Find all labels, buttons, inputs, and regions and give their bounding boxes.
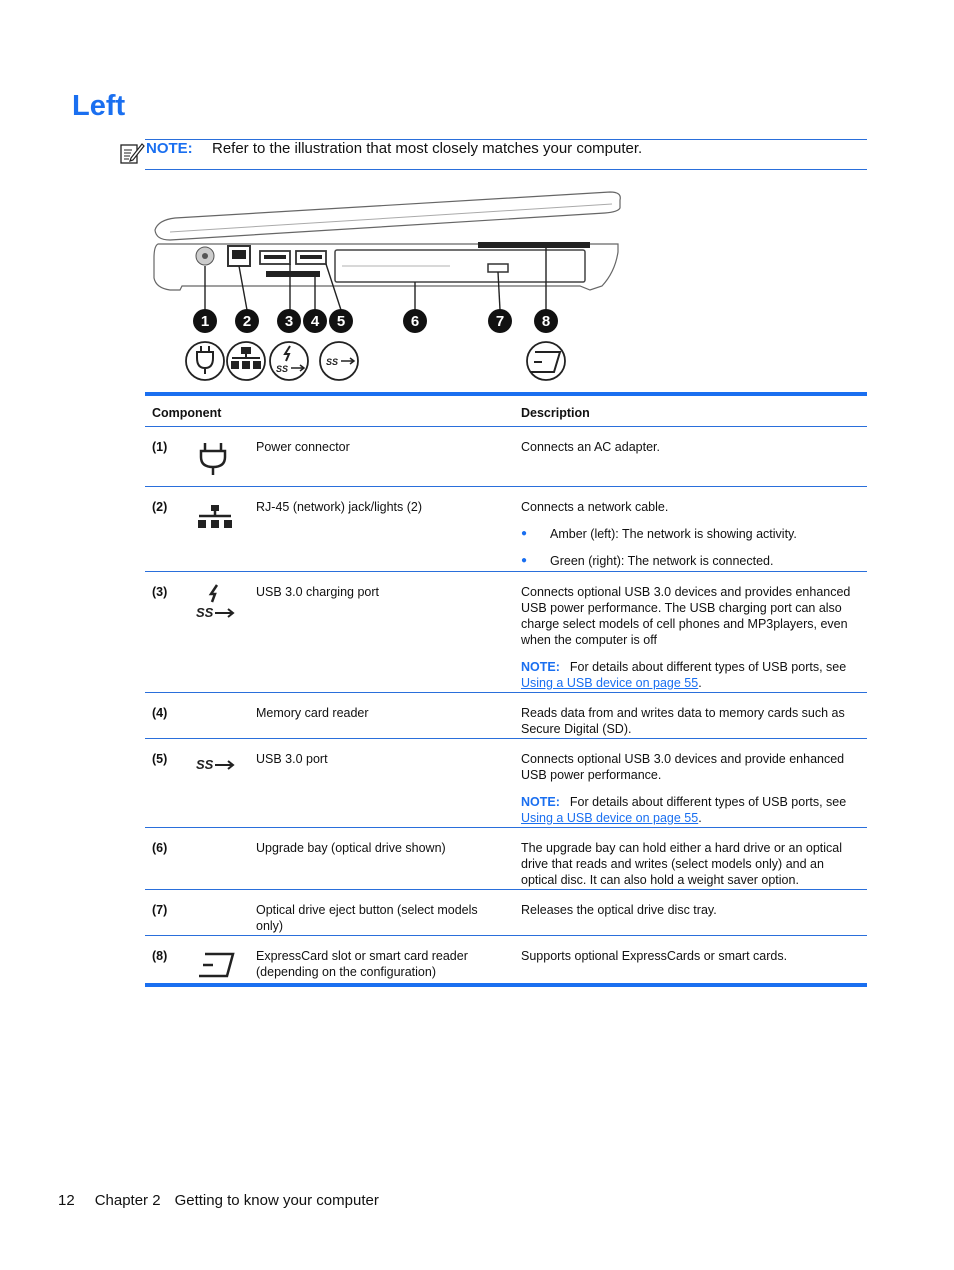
bullet-item: ● Green (right): The network is connected.: [521, 553, 863, 569]
description-text: Connects an AC adapter.: [521, 440, 660, 454]
callout-1: 1: [200, 313, 210, 330]
description-note: [521, 659, 863, 691]
table-row: [145, 739, 867, 827]
note-text: For details about different types of USB ports, see: [569, 660, 847, 674]
note-end: .: [698, 811, 702, 825]
page-number: 12: [58, 1192, 75, 1209]
usb-device-link[interactable]: Using a USB device on page 55: [521, 676, 699, 690]
table-row: [145, 890, 867, 935]
description-text: Releases the optical drive disc tray.: [521, 903, 717, 917]
note-label: NOTE:: [521, 660, 560, 674]
usb-ss-icon: [193, 747, 237, 791]
description-text: Connects optional USB 3.0 devices and provides enhanced USB power performance. The USB charging port can also charge select models of cell phones and MP3players, even when the computer is off: [521, 585, 851, 647]
component-name: Memory card reader: [256, 706, 369, 720]
component-name: Upgrade bay (optical drive shown): [256, 841, 446, 855]
row-number: (3): [152, 585, 168, 599]
description-text: Connects a network cable.: [521, 500, 669, 514]
table-row: [145, 572, 867, 692]
table-header: [145, 396, 867, 426]
row-number: (7): [152, 903, 168, 917]
description-text: The upgrade bay can hold either a hard drive or an optical drive that reads and writes (select models only) and an optical disc. It can also hold a weight saver option.: [521, 841, 843, 887]
page-title: Left: [72, 90, 126, 122]
row-number: (2): [152, 500, 168, 514]
svg-text:SS: SS: [196, 605, 214, 620]
component-name: Power connector: [256, 440, 350, 454]
header-description: Description: [521, 406, 590, 420]
row-number: (1): [152, 440, 168, 454]
table-row: [145, 828, 867, 889]
usb-device-link[interactable]: Using a USB device on page 55: [521, 811, 699, 825]
laptop-left-side-illustration: [150, 182, 625, 387]
description-note: [521, 794, 863, 826]
table-row: [145, 487, 867, 571]
table-row: [145, 936, 867, 983]
callout-6: 6: [410, 313, 420, 330]
chapter-title: Getting to know your computer: [174, 1192, 379, 1209]
callout-7: 7: [495, 313, 505, 330]
description-text: Supports optional ExpressCards or smart cards.: [521, 949, 788, 963]
description-text: Reads data from and writes data to memory cards such as Secure Digital (SD).: [521, 706, 845, 736]
callout-2: 2: [242, 313, 252, 330]
note-text: For details about different types of USB ports, see: [569, 795, 847, 809]
usb-charging-icon: [193, 580, 237, 624]
note-text: Refer to the illustration that most closely matches your computer.: [212, 140, 643, 157]
note-end: .: [698, 676, 702, 690]
row-number: (8): [152, 949, 168, 963]
callout-4: 4: [310, 313, 320, 330]
component-name: USB 3.0 port: [256, 752, 328, 766]
row-number: (5): [152, 752, 168, 766]
svg-text:SS: SS: [196, 757, 214, 772]
bullet-item: ● Amber (left): The network is showing activity.: [521, 526, 863, 542]
description-text: Connects optional USB 3.0 devices and provide enhanced USB power performance.: [521, 752, 845, 782]
table-row: [145, 693, 867, 738]
table-row: [145, 427, 867, 486]
svg-text:SS: SS: [326, 357, 339, 367]
component-name: Optical drive eject button (select models only): [256, 903, 478, 933]
page-footer: [58, 1192, 379, 1209]
note-icon: [119, 141, 145, 165]
header-component: Component: [152, 406, 222, 420]
callout-3: 3: [284, 313, 294, 330]
network-jack-icon: [193, 495, 237, 539]
callout-5: 5: [336, 313, 346, 330]
callout-8: 8: [541, 313, 551, 330]
components-table: [145, 392, 867, 987]
note-label: NOTE:: [521, 795, 560, 809]
component-name: ExpressCard slot or smart card reader (depending on the configuration): [256, 949, 468, 979]
chapter-label: Chapter 2: [94, 1192, 161, 1209]
expresscard-icon: [193, 944, 237, 988]
row-number: (6): [152, 841, 168, 855]
power-plug-icon: [193, 435, 237, 479]
component-name: USB 3.0 charging port: [256, 585, 379, 599]
row-number: (4): [152, 706, 168, 720]
note-label: NOTE:: [146, 140, 193, 157]
svg-text:SS: SS: [276, 364, 289, 374]
component-name: RJ-45 (network) jack/lights (2): [256, 500, 423, 514]
